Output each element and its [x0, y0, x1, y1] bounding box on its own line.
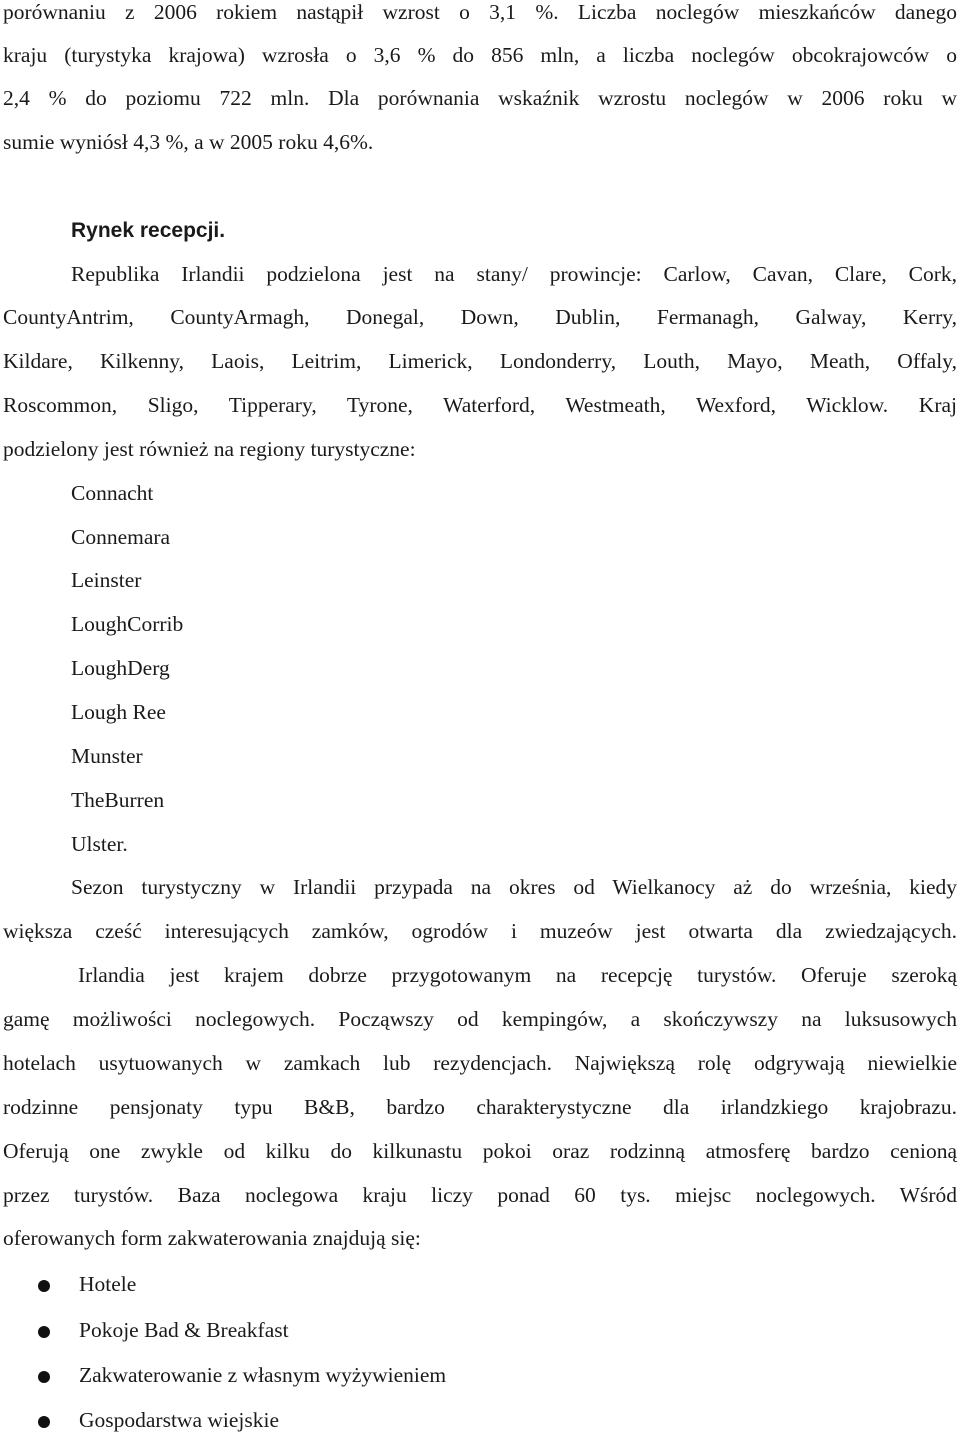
- list-item-label: Zakwaterowanie z własnym wyżywieniem: [79, 1363, 447, 1387]
- accommodation-line-4: rodzinne pensjonaty typu B&B, bardzo charakterystyczne dla irlandzkiego krajobrazu.: [3, 1095, 957, 1119]
- accommodation-line-1: Irlandia jest krajem dobrze przygotowanym na recepcję turystów. Oferuje szeroką: [78, 963, 957, 987]
- provinces-line-3: Kildare, Kilkenny, Laois, Leitrim, Limerick, Londonderry, Louth, Mayo, Meath, Offaly,: [3, 349, 957, 373]
- provinces-line-5: podzielony jest również na regiony turystyczne:: [3, 437, 416, 461]
- region-item: Munster: [71, 744, 143, 768]
- accommodation-line-6: przez turystów. Baza noclegowa kraju liczy ponad 60 tys. miejsc noclegowych. Wśród: [3, 1183, 957, 1207]
- bullet-icon: [38, 1326, 50, 1338]
- section-heading: Rynek recepcji.: [71, 219, 226, 242]
- season-line-1: Sezon turystyczny w Irlandii przypada na okres od Wielkanocy aż do września, kiedy: [71, 875, 957, 899]
- region-item: Connacht: [71, 481, 154, 505]
- list-item-label: Pokoje Bad & Breakfast: [79, 1318, 289, 1342]
- accommodation-line-2: gamę możliwości noclegowych. Począwszy od kempingów, a skończywszy na luksusowych: [3, 1007, 957, 1031]
- region-item: Lough Ree: [71, 700, 166, 724]
- region-item: Ulster.: [71, 832, 128, 856]
- region-item: LoughCorrib: [71, 612, 184, 636]
- region-item: TheBurren: [71, 788, 165, 812]
- list-item: [0, 1365, 600, 1393]
- bullet-icon: [38, 1371, 50, 1383]
- list-item-label: Hotele: [79, 1272, 137, 1296]
- bullet-icon: [38, 1416, 50, 1428]
- provinces-line-1: Republika Irlandii podzielona jest na stany/ prowincje: Carlow, Cavan, Clare, Cork,: [71, 262, 957, 286]
- list-item-label: Gospodarstwa wiejskie: [79, 1408, 280, 1432]
- list-item: [0, 1410, 600, 1438]
- region-item: Connemara: [71, 525, 171, 549]
- intro-line-4: sumie wyniósł 4,3 %, a w 2005 roku 4,6%.: [3, 130, 374, 154]
- region-item: Leinster: [71, 568, 142, 592]
- list-item: [0, 1274, 600, 1302]
- provinces-line-4: Roscommon, Sligo, Tipperary, Tyrone, Waterford, Westmeath, Wexford, Wicklow. Kraj: [3, 393, 957, 417]
- accommodation-line-7: oferowanych form zakwaterowania znajdują się:: [3, 1226, 421, 1250]
- season-line-2: większa cześć interesujących zamków, ogrodów i muzeów jest otwarta dla zwiedzających.: [3, 919, 957, 943]
- provinces-line-2: CountyAntrim, CountyArmagh, Donegal, Down, Dublin, Fermanagh, Galway, Kerry,: [3, 305, 957, 329]
- intro-line-3: 2,4 % do poziomu 722 mln. Dla porównania wskaźnik wzrostu noclegów w 2006 roku w: [3, 86, 957, 110]
- region-item: LoughDerg: [71, 656, 170, 680]
- accommodation-line-5: Oferują one zwykle od kilku do kilkunastu pokoi oraz rodzinną atmosferę bardzo cenioną: [3, 1139, 957, 1163]
- intro-line-2: kraju (turystyka krajowa) wzrosła o 3,6 % do 856 mln, a liczba noclegów obcokrajowców o: [3, 43, 957, 67]
- bullet-icon: [38, 1280, 50, 1292]
- accommodation-line-3: hotelach usytuowanych w zamkach lub rezydencjach. Największą rolę odgrywają niewielkie: [3, 1051, 957, 1075]
- list-item: [0, 1320, 600, 1348]
- intro-line-1: porównaniu z 2006 rokiem nastąpił wzrost o 3,1 %. Liczba noclegów mieszkańców danego: [3, 0, 957, 24]
